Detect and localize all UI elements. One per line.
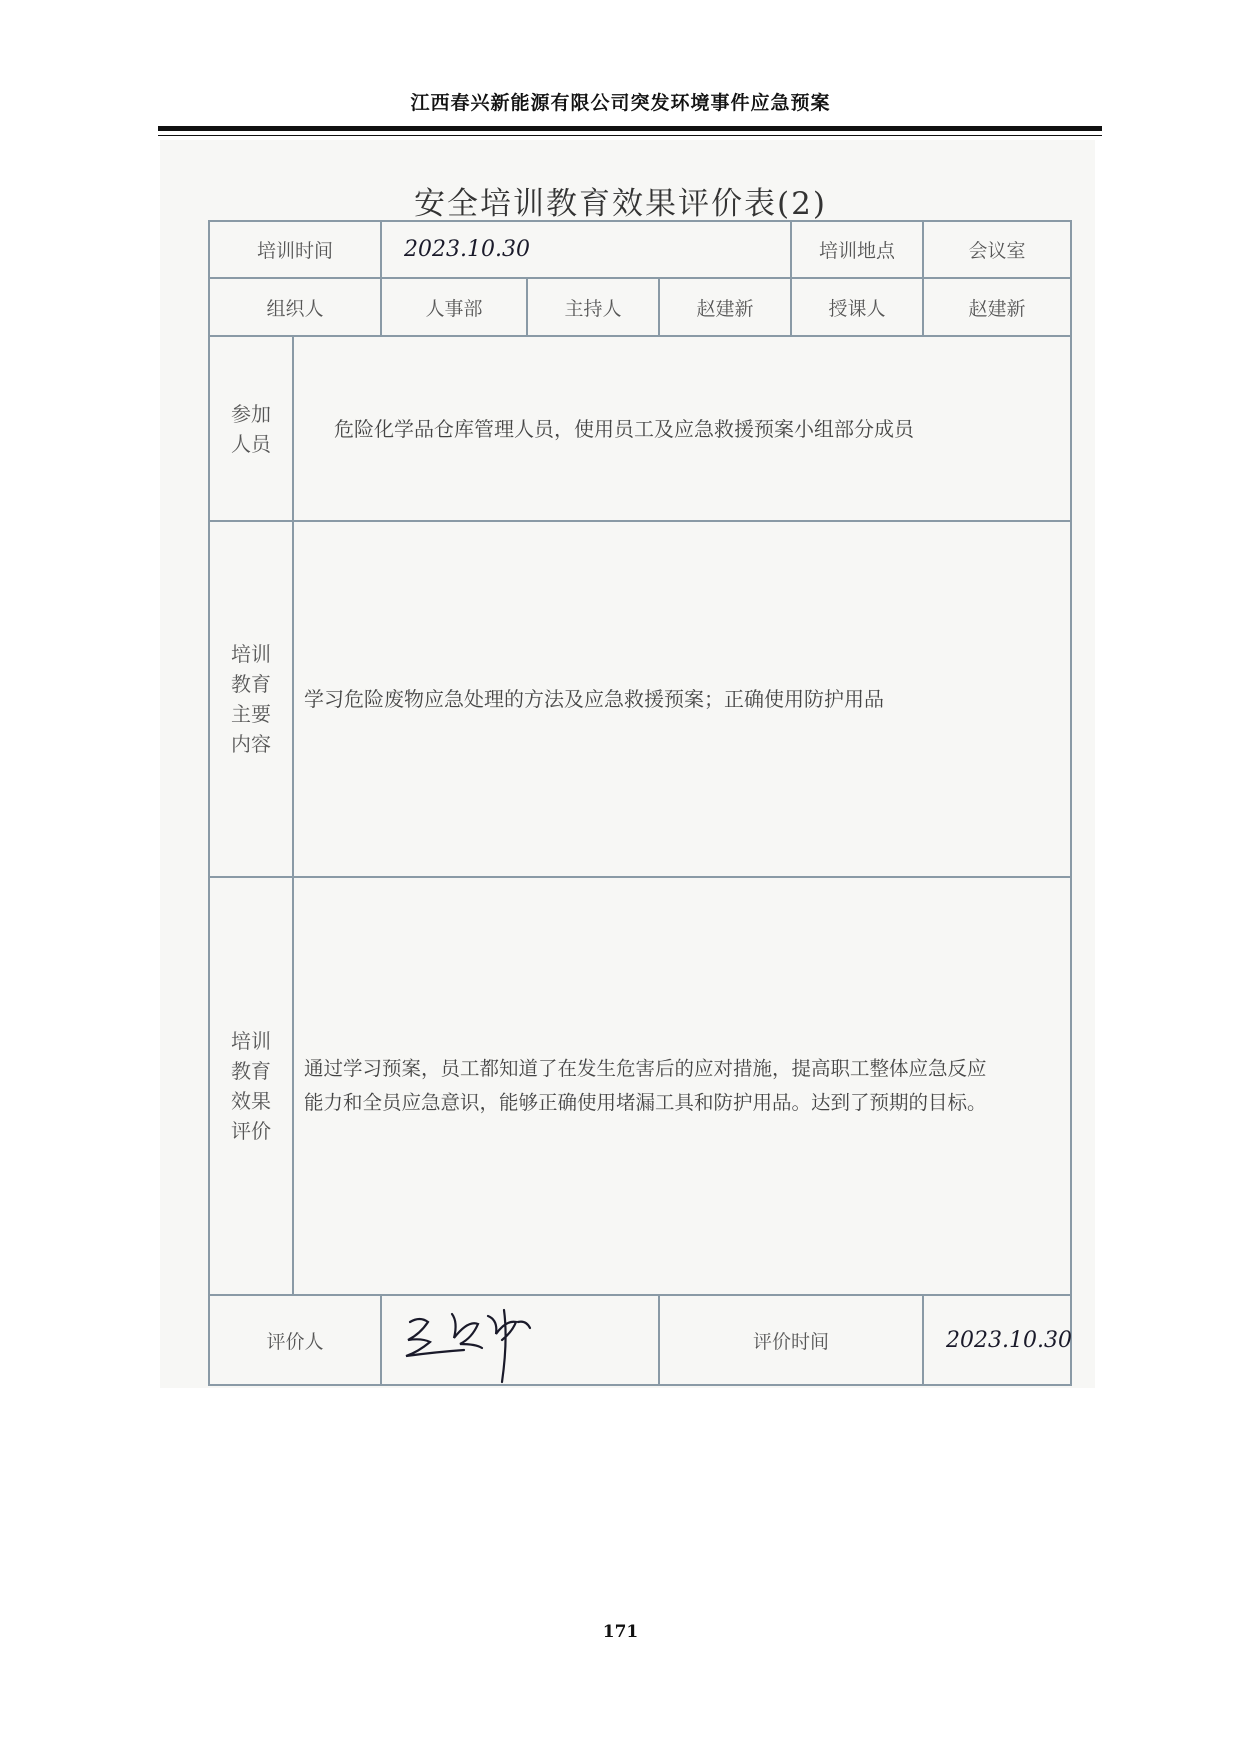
evaluation-label-line: 培训 [231, 1029, 271, 1053]
evaluation-label-line: 效果 [231, 1089, 271, 1113]
evaluation-text [293, 877, 1071, 1295]
host-label: 主持人 [527, 278, 659, 336]
training-place-label: 培训地点 [791, 221, 923, 278]
running-header: 江西春兴新能源有限公司突发环境事件应急预案 [410, 92, 831, 114]
table-row [209, 278, 1071, 336]
organizer-value: 人事部 [381, 278, 527, 336]
participants-label [209, 336, 293, 521]
evaluation-label-line: 教育 [231, 1059, 271, 1083]
table-row [209, 521, 1071, 877]
table-row [209, 1295, 1071, 1385]
table-row [209, 221, 1071, 278]
eval-time-label: 评价时间 [659, 1295, 923, 1385]
participants-text: 危险化学品仓库管理人员，使用员工及应急救援预案小组部分成员 [293, 336, 1071, 521]
evaluation-text-line: 通过学习预案，员工都知道了在发生危害后的应对措施，提高职工整体应急反应 [304, 1057, 987, 1080]
evaluation-form-table [208, 220, 1072, 1386]
lecturer-value: 赵建新 [923, 278, 1071, 336]
form-title: 安全培训教育效果评价表(2) [414, 186, 827, 222]
content-label-line: 内容 [231, 732, 271, 756]
page-number: 171 [602, 1622, 639, 1642]
lecturer-label: 授课人 [791, 278, 923, 336]
handwritten-signature-icon [392, 1300, 562, 1384]
training-time-value: 2023.10.30 [381, 221, 791, 278]
evaluator-signature [381, 1295, 659, 1385]
participants-label-line: 参加 [231, 401, 271, 426]
training-place-value: 会议室 [923, 221, 1071, 278]
evaluation-label-line: 评价 [231, 1119, 271, 1143]
evaluation-text-line: 能力和全员应急意识，能够正确使用堵漏工具和防护用品。达到了预期的目标。 [304, 1091, 987, 1114]
content-text: 学习危险废物应急处理的方法及应急救援预案；正确使用防护用品 [293, 521, 1071, 877]
content-label-line: 教育 [231, 672, 271, 696]
training-time-label: 培训时间 [209, 221, 381, 278]
content-label-line: 培训 [231, 642, 271, 666]
evaluation-label [209, 877, 293, 1295]
evaluator-label: 评价人 [209, 1295, 381, 1385]
eval-time-value: 2023.10.30 [923, 1295, 1071, 1385]
table-row [209, 877, 1071, 1295]
organizer-label: 组织人 [209, 278, 381, 336]
host-value: 赵建新 [659, 278, 791, 336]
header-rule-thin [158, 135, 1102, 136]
table-row [209, 336, 1071, 521]
content-label [209, 521, 293, 877]
content-label-line: 主要 [231, 702, 271, 726]
participants-label-line: 人员 [231, 431, 271, 456]
header-rule-thick [158, 126, 1102, 131]
